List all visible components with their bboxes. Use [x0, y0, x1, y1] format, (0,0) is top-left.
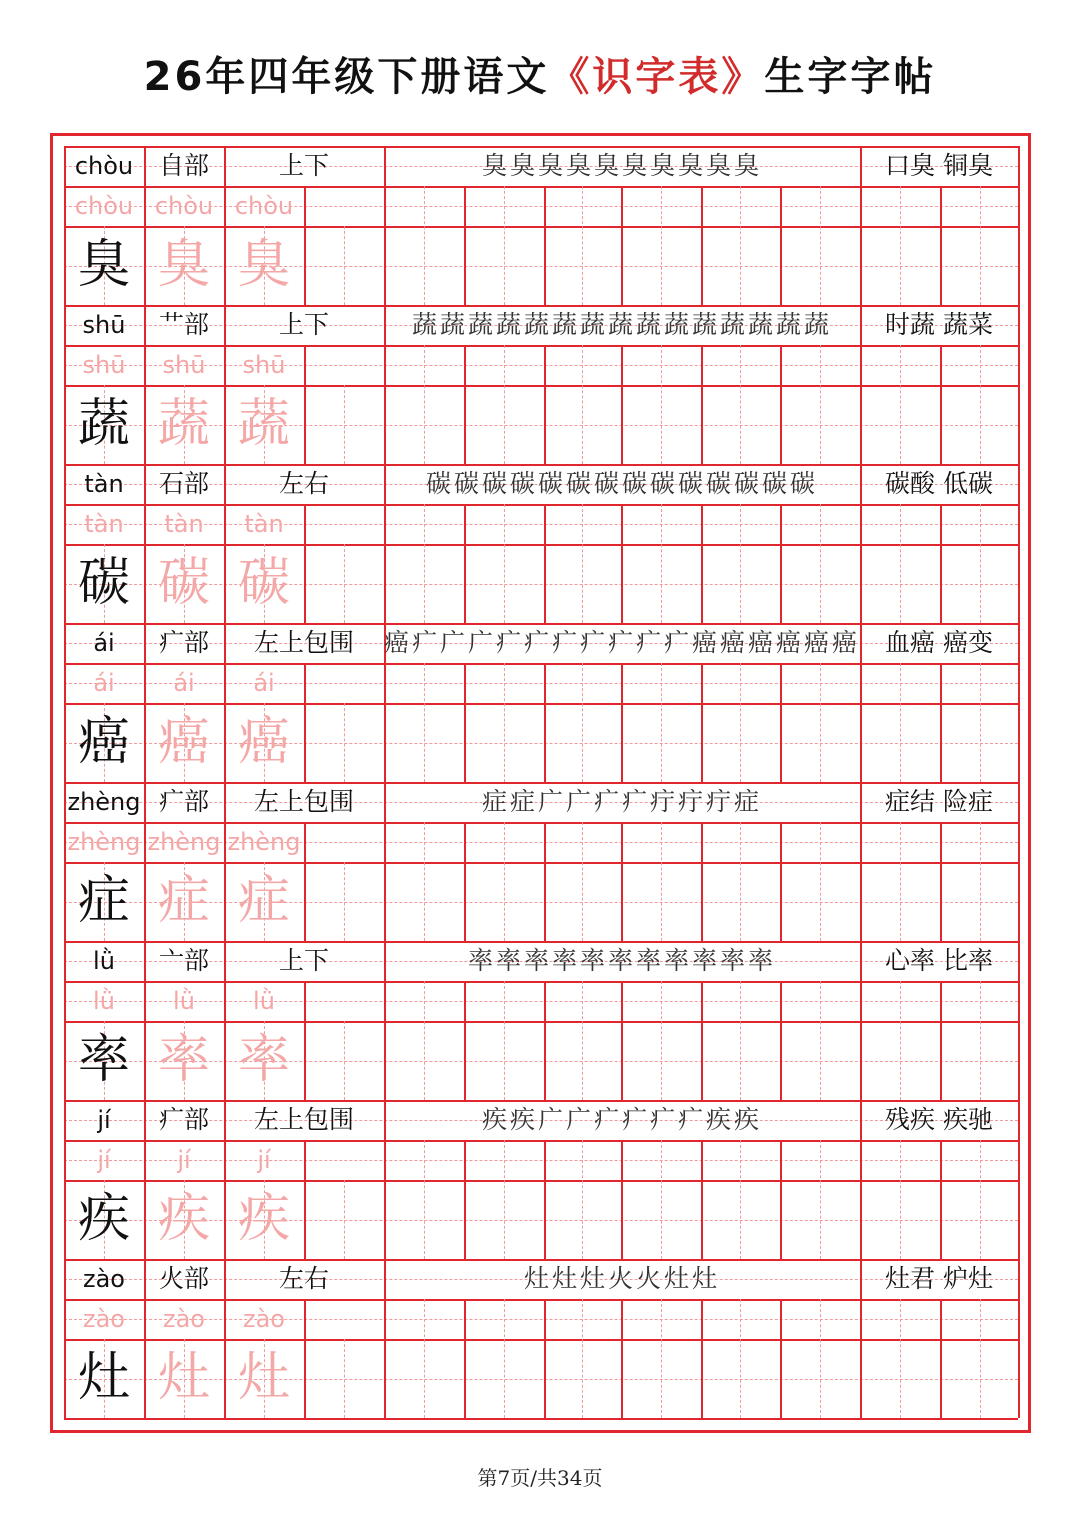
grid-line — [424, 663, 425, 782]
grid-line — [344, 226, 345, 305]
char-block-5 — [64, 782, 1018, 941]
main-character: 碳 — [77, 553, 130, 613]
trace-character: 蔬 — [237, 394, 290, 454]
structure-label: 左上包围 — [253, 1105, 354, 1134]
grid-line — [900, 663, 901, 782]
grid-line — [504, 345, 505, 464]
grid-line — [544, 186, 546, 305]
grid-line — [740, 981, 741, 1100]
grid-line — [820, 186, 821, 305]
main-character: 灶 — [77, 1348, 130, 1408]
grid-line — [464, 1299, 466, 1418]
grid-line — [344, 703, 345, 782]
pinyin: lǜ — [93, 947, 115, 975]
radical-label: 亠部 — [158, 946, 209, 975]
stroke-order: 蔬蔬蔬蔬蔬蔬蔬蔬蔬蔬蔬蔬蔬蔬蔬 — [411, 310, 832, 339]
grid-line — [464, 186, 466, 305]
trace-character: 灶 — [237, 1348, 290, 1408]
stroke-order: 症症广广疒疒疔疔疔症 — [481, 787, 762, 816]
grid-line — [582, 822, 583, 941]
grid-line — [582, 1140, 583, 1259]
grid-line — [424, 1140, 425, 1259]
grid-line — [661, 1140, 662, 1259]
pinyin-trace: zhèng — [147, 828, 221, 856]
pinyin-trace: tàn — [164, 510, 204, 538]
grid-line — [780, 981, 782, 1100]
pinyin-trace: lǜ — [253, 987, 275, 1015]
pinyin-trace: zào — [83, 1305, 125, 1333]
trace-character: 疾 — [237, 1189, 290, 1249]
char-block-8 — [64, 1259, 1018, 1418]
stroke-order: 率率率率率率率率率率率 — [467, 946, 776, 975]
example-words: 症结 险症 — [885, 787, 993, 816]
grid-line — [820, 345, 821, 464]
pinyin-trace: chòu — [74, 192, 134, 220]
trace-character: 率 — [157, 1030, 210, 1090]
trace-character: 症 — [237, 871, 290, 931]
grid-line — [1018, 305, 1020, 464]
pinyin: chòu — [74, 152, 134, 180]
grid-line — [304, 186, 306, 305]
pinyin-trace: chòu — [154, 192, 214, 220]
grid-line — [504, 981, 505, 1100]
grid-line — [701, 186, 703, 305]
grid-line — [740, 1299, 741, 1418]
grid-line — [661, 1299, 662, 1418]
pinyin-trace: tàn — [84, 510, 124, 538]
pinyin-trace: chòu — [234, 192, 294, 220]
grid-line — [621, 981, 623, 1100]
grid-line — [701, 345, 703, 464]
grid-line — [820, 504, 821, 623]
structure-label: 左右 — [278, 469, 329, 498]
page-number: 第7页/共34页 — [477, 1466, 603, 1490]
main-character: 症 — [77, 871, 130, 931]
grid-line — [544, 981, 546, 1100]
pinyin-trace: zhèng — [227, 828, 301, 856]
grid-line — [940, 1140, 942, 1259]
grid-line — [424, 1299, 425, 1418]
stroke-order: 灶灶灶火火灶灶 — [523, 1264, 720, 1293]
radical-label: 火部 — [158, 1264, 209, 1293]
trace-character: 疾 — [157, 1189, 210, 1249]
char-block-7 — [64, 1100, 1018, 1259]
char-block-6 — [64, 941, 1018, 1100]
grid-line — [504, 1140, 505, 1259]
pinyin-trace: jí — [177, 1146, 191, 1174]
grid-line — [621, 1299, 623, 1418]
trace-character: 率 — [237, 1030, 290, 1090]
grid-line — [424, 504, 425, 623]
grid-line — [544, 504, 546, 623]
radical-label: 自部 — [158, 151, 209, 180]
grid-line — [344, 1339, 345, 1418]
grid-line — [980, 981, 981, 1100]
grid-line — [504, 504, 505, 623]
title-suffix: 生字字帖 — [764, 54, 937, 100]
grid-line — [701, 504, 703, 623]
radical-label: 疒部 — [158, 787, 209, 816]
stroke-order: 臭臭臭臭臭臭臭臭臭臭 — [481, 151, 762, 180]
grid-line — [980, 186, 981, 305]
grid-line — [940, 186, 942, 305]
grid-line — [464, 345, 466, 464]
trace-character: 臭 — [237, 235, 290, 295]
structure-label: 左上包围 — [253, 787, 354, 816]
grid-line — [820, 1140, 821, 1259]
main-character: 癌 — [77, 712, 130, 772]
trace-character: 蔬 — [157, 394, 210, 454]
grid-line — [1018, 1100, 1020, 1259]
grid-line — [740, 663, 741, 782]
grid-line — [464, 1140, 466, 1259]
pinyin-trace: jí — [257, 1146, 271, 1174]
grid-line — [980, 822, 981, 941]
grid-line — [582, 981, 583, 1100]
trace-character: 癌 — [237, 712, 290, 772]
trace-character: 臭 — [157, 235, 210, 295]
grid-line — [544, 345, 546, 464]
example-words: 血癌 癌变 — [885, 628, 993, 657]
pinyin-trace: tàn — [244, 510, 284, 538]
grid-line — [304, 822, 306, 941]
grid-line — [424, 822, 425, 941]
pinyin-trace: zào — [243, 1305, 285, 1333]
grid-line — [304, 504, 306, 623]
pinyin-trace: ái — [93, 669, 115, 697]
grid-line — [464, 822, 466, 941]
grid-line — [464, 981, 466, 1100]
example-words: 心率 比率 — [885, 946, 993, 975]
structure-label: 左上包围 — [253, 628, 354, 657]
grid-line — [621, 504, 623, 623]
grid-line — [344, 862, 345, 941]
stroke-order: 癌疒广广疒疒疒疒疒疒疒癌癌癌癌癌癌 — [384, 628, 860, 657]
grid-line — [980, 345, 981, 464]
grid-line — [900, 345, 901, 464]
grid-line — [980, 1299, 981, 1418]
pinyin-trace: shū — [82, 351, 126, 379]
char-block-2 — [64, 305, 1018, 464]
pinyin-trace: jí — [97, 1146, 111, 1174]
grid-line — [1018, 1259, 1020, 1418]
grid-line — [424, 345, 425, 464]
example-words: 残疾 疾驰 — [885, 1105, 993, 1134]
grid-line — [940, 663, 942, 782]
grid-line — [544, 1299, 546, 1418]
grid-line — [621, 1140, 623, 1259]
pinyin: zào — [83, 1265, 125, 1293]
grid-line — [1018, 782, 1020, 941]
pinyin: shū — [82, 311, 126, 339]
grid-line — [582, 1299, 583, 1418]
pinyin: ái — [93, 629, 115, 657]
grid-line — [701, 1140, 703, 1259]
grid-line — [820, 981, 821, 1100]
grid-line — [820, 1299, 821, 1418]
char-block-4 — [64, 623, 1018, 782]
grid-line — [740, 186, 741, 305]
main-character: 蔬 — [77, 394, 130, 454]
radical-label: 疒部 — [158, 628, 209, 657]
grid-line — [1018, 464, 1020, 623]
grid-line — [344, 1180, 345, 1259]
grid-line — [1018, 146, 1020, 305]
grid-line — [582, 186, 583, 305]
pinyin: tàn — [84, 470, 124, 498]
grid-line — [701, 822, 703, 941]
grid-line — [980, 504, 981, 623]
structure-label: 左右 — [278, 1264, 329, 1293]
structure-label: 上下 — [278, 946, 329, 975]
grid-line — [504, 822, 505, 941]
grid-line — [661, 345, 662, 464]
trace-character: 症 — [157, 871, 210, 931]
radical-label: 石部 — [158, 469, 209, 498]
pinyin: jí — [97, 1106, 111, 1134]
grid-line — [701, 663, 703, 782]
page-title — [0, 45, 1080, 102]
grid-line — [504, 663, 505, 782]
pinyin-trace: zào — [163, 1305, 205, 1333]
grid-line — [940, 1299, 942, 1418]
grid-line — [780, 345, 782, 464]
pinyin-trace: lǜ — [93, 987, 115, 1015]
pinyin: zhèng — [67, 788, 141, 816]
grid-line — [780, 822, 782, 941]
trace-character: 碳 — [237, 553, 290, 613]
grid-line — [304, 1299, 306, 1418]
grid-line — [64, 1418, 1018, 1420]
trace-character: 灶 — [157, 1348, 210, 1408]
grid-line — [621, 186, 623, 305]
pinyin-trace: zhèng — [67, 828, 141, 856]
grid-line — [661, 822, 662, 941]
grid-line — [940, 822, 942, 941]
stroke-order: 碳碳碳碳碳碳碳碳碳碳碳碳碳碳 — [425, 469, 818, 498]
grid-line — [582, 663, 583, 782]
grid-line — [820, 663, 821, 782]
grid-line — [940, 504, 942, 623]
char-block-1 — [64, 146, 1018, 305]
example-words: 灶君 炉灶 — [885, 1264, 993, 1293]
grid-line — [304, 345, 306, 464]
main-character: 臭 — [77, 235, 130, 295]
grid-line — [1018, 623, 1020, 782]
grid-line — [740, 504, 741, 623]
grid-line — [900, 1299, 901, 1418]
grid-line — [621, 663, 623, 782]
grid-line — [304, 981, 306, 1100]
grid-line — [504, 186, 505, 305]
structure-label: 上下 — [278, 310, 329, 339]
grid-line — [544, 822, 546, 941]
grid-line — [304, 663, 306, 782]
grid-line — [900, 504, 901, 623]
pinyin-trace: lǜ — [173, 987, 195, 1015]
trace-character: 碳 — [157, 553, 210, 613]
grid-line — [780, 504, 782, 623]
grid-line — [780, 663, 782, 782]
grid-line — [424, 186, 425, 305]
grid-line — [740, 822, 741, 941]
char-block-3 — [64, 464, 1018, 623]
grid-line — [661, 504, 662, 623]
example-words: 时蔬 蔬菜 — [885, 310, 993, 339]
grid-line — [980, 1140, 981, 1259]
grid-line — [1018, 941, 1020, 1100]
grid-line — [661, 663, 662, 782]
main-character: 率 — [77, 1030, 130, 1090]
pinyin-trace: shū — [162, 351, 206, 379]
grid-line — [661, 186, 662, 305]
grid-line — [582, 504, 583, 623]
grid-line — [344, 544, 345, 623]
grid-line — [661, 981, 662, 1100]
grid-line — [900, 1140, 901, 1259]
grid-line — [740, 345, 741, 464]
structure-label: 上下 — [278, 151, 329, 180]
grid-line — [940, 981, 942, 1100]
grid-line — [304, 1140, 306, 1259]
title-prefix: 26年四年级下册语文 — [143, 54, 550, 100]
grid-line — [740, 1140, 741, 1259]
grid-line — [582, 345, 583, 464]
trace-character: 癌 — [157, 712, 210, 772]
grid-line — [820, 822, 821, 941]
radical-label: 艹部 — [158, 310, 209, 339]
grid-line — [900, 186, 901, 305]
example-words: 碳酸 低碳 — [885, 469, 993, 498]
title-highlight: 《识字表》 — [549, 54, 765, 100]
grid-line — [544, 1140, 546, 1259]
grid-line — [344, 385, 345, 464]
example-words: 口臭 铜臭 — [885, 151, 993, 180]
grid-line — [621, 345, 623, 464]
grid-line — [940, 345, 942, 464]
grid-line — [621, 822, 623, 941]
grid-line — [780, 1299, 782, 1418]
grid-line — [780, 1140, 782, 1259]
grid-line — [464, 663, 466, 782]
pinyin-trace: shū — [242, 351, 286, 379]
grid-line — [900, 981, 901, 1100]
stroke-order: 疾疾广广疒疒疒疒疾疾 — [481, 1105, 762, 1134]
grid-line — [900, 822, 901, 941]
grid-line — [464, 504, 466, 623]
grid-line — [424, 981, 425, 1100]
radical-label: 疒部 — [158, 1105, 209, 1134]
grid-line — [701, 981, 703, 1100]
pinyin-trace: ái — [173, 669, 195, 697]
grid-line — [504, 1299, 505, 1418]
grid-line — [544, 663, 546, 782]
main-character: 疾 — [77, 1189, 130, 1249]
grid-line — [780, 186, 782, 305]
pinyin-trace: ái — [253, 669, 275, 697]
grid-line — [701, 1299, 703, 1418]
grid-line — [344, 1021, 345, 1100]
grid-line — [980, 663, 981, 782]
